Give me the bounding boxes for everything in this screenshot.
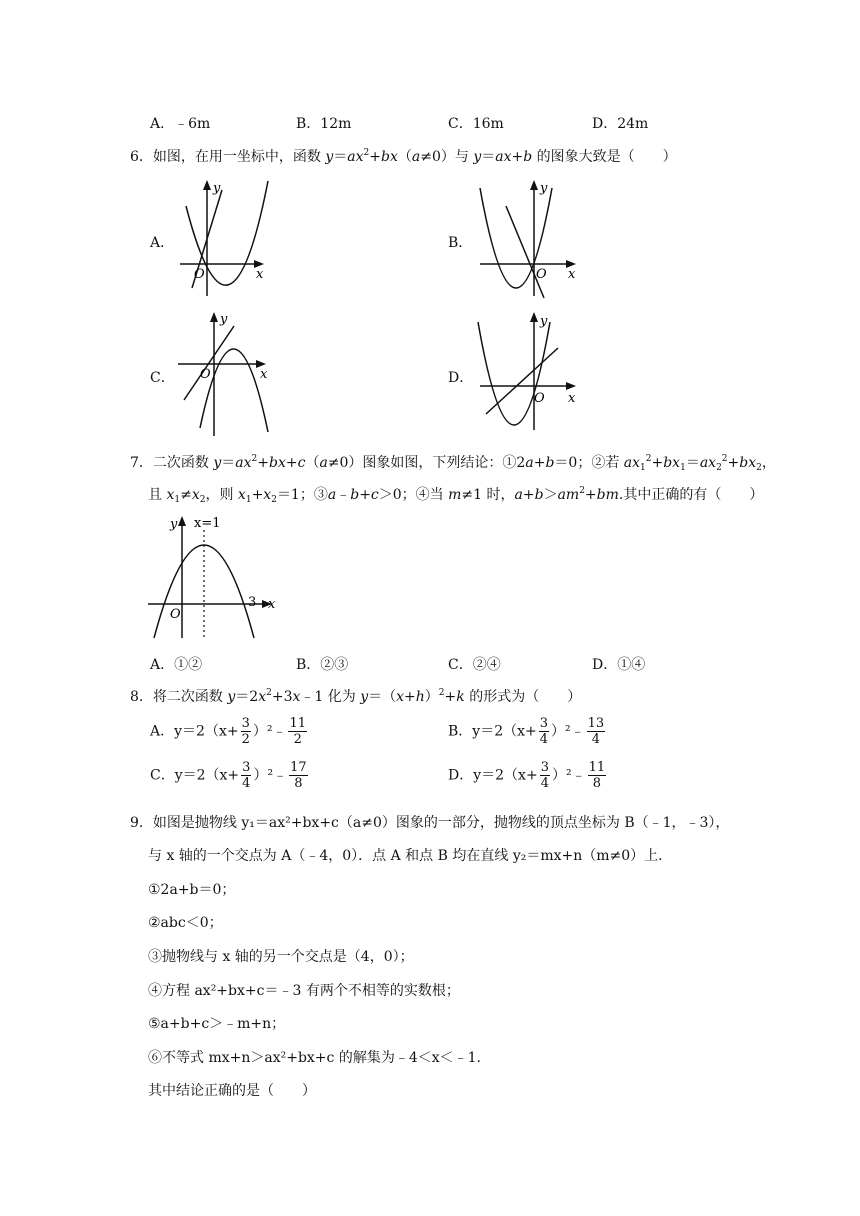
q5-option-d-text: 24m	[617, 116, 649, 132]
q5-option-d-label: D．	[592, 116, 618, 132]
origin-label: O	[536, 267, 547, 282]
q5-option-a-label: A．	[150, 116, 175, 132]
q7-graph	[146, 512, 282, 640]
q7-option-a: A．①②	[150, 657, 203, 673]
x-axis-arrow	[566, 382, 576, 390]
q5-option-b-text: 12m	[320, 116, 352, 132]
q9-item-1: ①2a+b＝0；	[148, 882, 236, 898]
q5-option-c-text: 16m	[472, 116, 504, 132]
q8-option-c: C．y＝2（x+ $\frac{3}{4}$ ）²﹣ $\frac{17}{8}$	[150, 760, 307, 791]
q6-graph-c	[176, 308, 276, 438]
y-axis-arrow	[530, 312, 538, 322]
q7-option-c: C．②④	[448, 657, 501, 673]
q6-option-d-label: D．	[448, 370, 474, 386]
y-axis-arrow	[210, 312, 218, 322]
root-label: 3	[248, 595, 257, 610]
q7-option-b: B．②③	[296, 657, 349, 673]
q6-option-c-label: C．	[150, 370, 175, 386]
x-axis-label: x	[268, 597, 276, 612]
q6-graph-a	[178, 178, 270, 298]
q9-item-2: ②abc＜0；	[148, 915, 223, 931]
y-axis-label: y	[540, 181, 548, 196]
q9-item-4: ④方程 ax²+bx+c＝﹣3 有两个不相等的实数根；	[148, 983, 460, 999]
q9-stem-line1: 9．如图是抛物线 y₁＝ax²+bx+c（a≠0）图象的一部分，抛物线的顶点坐标为 B（﹣1，﹣3），	[130, 815, 730, 831]
q6-graph-b	[474, 178, 582, 300]
y-axis-label: y	[213, 181, 221, 196]
q9-stem-line2: 与 x 轴的一个交点为 A（﹣4，0）．点 A 和点 B 均在直线 y₂＝mx+n（m≠0）上．	[148, 848, 673, 864]
y-axis-label: y	[170, 517, 178, 532]
y-axis-arrow	[530, 180, 538, 190]
q5-option-c	[448, 113, 504, 133]
y-axis-label: y	[540, 314, 548, 329]
x-axis-label: x	[256, 267, 264, 282]
origin-label: O	[200, 367, 211, 382]
origin-label: O	[170, 607, 181, 622]
y-axis-arrow	[178, 516, 186, 526]
q7-stem-line2: 且 $x_1\ne x_2$，则 $x_1+x_2=1$；③a﹣b+c＞0；④当 m≠1 时，$a+b>am^2+bm$.其中正确的有（ ）	[148, 486, 764, 505]
q6-option-b-label: B．	[448, 235, 473, 251]
q9-item-5: ⑤a+b+c＞﹣m+n；	[148, 1016, 286, 1032]
q5-option-c-label: C．	[448, 116, 473, 132]
y-axis-label: y	[220, 312, 228, 327]
line-graph	[486, 348, 558, 414]
q9-item-3: ③抛物线与 x 轴的另一个交点是（4，0）；	[148, 949, 414, 965]
q8-option-d: D．y＝2（x+ $\frac{3}{4}$ ）²﹣ $\frac{11}{8}$	[448, 760, 606, 791]
q7-stem-line1: 7．二次函数 $y=ax^2+bx+c(a\ne 0)$图象如图，下列结论：①2a+b＝0；②若 $ax_1^2+bx_1=ax_2^2+bx_2$，	[130, 454, 776, 473]
symmetry-axis-label: x=1	[194, 516, 221, 531]
origin-label: O	[534, 391, 545, 406]
x-axis-label: x	[260, 367, 268, 382]
q6-stem: 6．如图，在用一坐标中，函数 $y=ax^2+bx(a\ne 0)$与 y＝ax+b 的图象大致是（ ）	[130, 148, 677, 165]
q5-option-b-label: B．	[296, 116, 321, 132]
q5-option-a	[150, 113, 210, 133]
q6-graph-d	[474, 310, 582, 436]
q6-option-a-label: A．	[150, 235, 175, 251]
q9-closing: 其中结论正确的是（ ）	[148, 1083, 316, 1099]
q8-option-a: A．y＝2（x+ $\frac{3}{2}$ ）²﹣ $\frac{11}{2}$	[150, 716, 307, 747]
q5-option-d	[592, 113, 648, 133]
q9-item-6: ⑥不等式 mx+n＞ax²+bx+c 的解集为﹣4＜x＜﹣1.	[148, 1050, 481, 1066]
x-axis-label: x	[568, 391, 576, 406]
q5-option-b	[296, 113, 351, 133]
q8-stem: 8．将二次函数 $y=2x^2+3x﹣1$ 化为 $y=(x+h)^2+k$ 的形式为（ ）	[130, 688, 582, 705]
q8-option-b: B．y＝2（x+ $\frac{3}{4}$ ）²﹣ $\frac{13}{4}$	[448, 716, 605, 747]
origin-label: O	[194, 267, 205, 282]
q7-option-d: D．①④	[592, 657, 646, 673]
x-axis-label: x	[568, 267, 576, 282]
parabola-curve	[478, 322, 550, 425]
y-axis-arrow	[203, 180, 211, 190]
q5-option-a-text: ﹣6m	[174, 116, 211, 132]
